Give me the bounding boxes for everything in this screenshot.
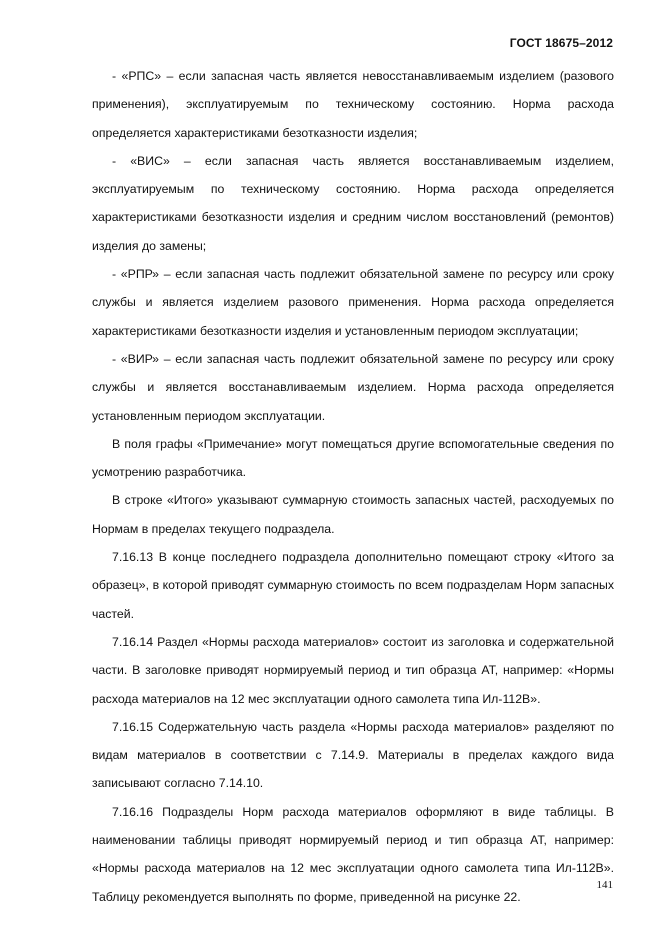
- paragraph-note-field: В поля графы «Примечание» могут помещаться другие вспомогательные сведения по усмотрению разработчика.: [92, 436, 614, 480]
- paragraph-total-row: В строке «Итого» указывают суммарную стоимость запасных частей, расходуемых по Нормам в пределах текущего подраздела.: [92, 493, 614, 536]
- paragraph-rpr: - «РПР» – если запасная часть подлежит обязательной замене по ресурсу или сроку службы и является изделием разового применения. Норма расхода определяется характеристиками безотказности изделия и установленным периодом эксплуатации;: [92, 267, 614, 338]
- paragraph-7-16-16: 7.16.16 Подразделы Норм расхода материалов оформляют в виде таблицы. В наименовании таблицы приводят нормируемый период и тип образца АТ, например: «Нормы расхода материалов на 12 мес эксплуатации одного самолета типа Ил-112В». Таблицу рекомендуется выполнять по форме, приведенной на рисунке 22.: [92, 804, 614, 904]
- document-body: [92, 62, 614, 911]
- paragraph-7-16-13: 7.16.13 В конце последнего подраздела дополнительно помещают строку «Итого за образец», в которой приводят суммарную стоимость по всем подразделам Норм запасных частей.: [92, 550, 614, 621]
- paragraph-vir: - «ВИР» – если запасная часть подлежит обязательной замене по ресурсу или сроку службы и является восстанавливаемым изделием. Норма расхода определяется установленным периодом эксплуатации.: [92, 351, 614, 423]
- paragraph-7-16-15: 7.16.15 Содержательную часть раздела «Нормы расхода материалов» разделяют по видам материалов в соответствии с 7.14.9. Материалы в пределах каждого вида записывают согласно 7.14.10.: [92, 719, 614, 791]
- paragraph-7-16-14: 7.16.14 Раздел «Нормы расхода материалов» состоит из заголовка и содержательной части. В заголовке приводят нормируемый период и тип образца АТ, например: «Нормы расхода материалов на 12 мес эксплуатации одного самолета типа Ил-112В».: [92, 634, 614, 706]
- document-header-standard: ГОСТ 18675–2012: [509, 36, 613, 50]
- paragraph-rps: - «РПС» – если запасная часть является невосстанавливаемым изделием (разового применения), эксплуатируемым по техническому состоянию. Норма расхода определяется характеристиками безотказности изделия;: [92, 69, 614, 140]
- page-number: 141: [596, 879, 613, 891]
- paragraph-vis: - «ВИС» – если запасная часть является восстанавливаемым изделием, эксплуатируемым по техническому состоянию. Норма расхода определяется характеристиками безотказности изделия и средним числом восстановлений (ремонтов) изделия до замены;: [92, 153, 614, 253]
